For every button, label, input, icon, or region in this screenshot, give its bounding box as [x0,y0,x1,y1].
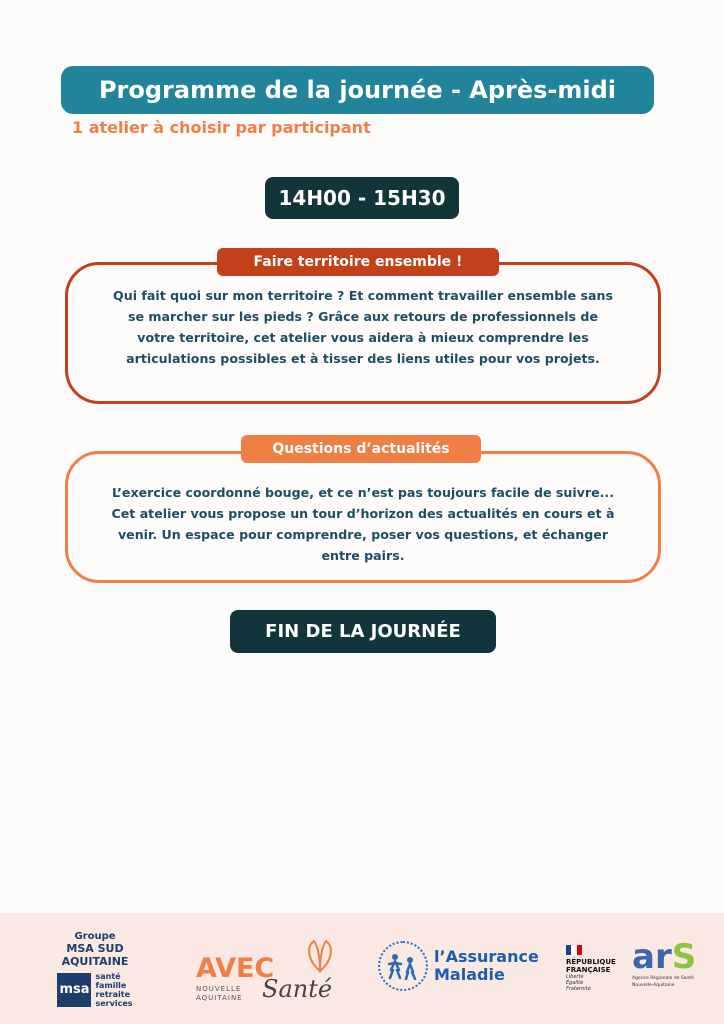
ars-logo [632,939,696,989]
end-of-day-badge: FIN DE LA JOURNÉE [230,610,496,653]
workshop-title: Faire territoire ensemble ! [217,248,499,276]
workshop-card-territoire [65,262,661,404]
assurance-maladie-logo [378,941,539,991]
msa-service: santé [95,972,121,981]
msa-logo [33,931,157,1008]
republique-francaise-logo [566,945,626,992]
workshop-title: Questions d’actualités [241,435,481,463]
msa-mark-icon: msa [57,973,91,1007]
ars-s-letter: S [671,937,697,977]
workshop-description: L’exercice coordonné bouge, et ce n’est pas toujours facile de suivre... Cet atelier vous propose un tour d’horizon des actualités en cours et à venir. Un espace pour comprendre, poser vos questions, et échanger entre pairs. [111,485,615,563]
francaise-line: FRANÇAISE [566,966,611,974]
republique-line: RÉPUBLIQUE [566,958,616,966]
time-slot-badge: 14H00 - 15H30 [265,177,459,219]
motto-line: Fraternité [566,986,591,992]
msa-name: MSA SUD AQUITAINE [61,942,129,968]
partner-logos-footer [0,913,724,1024]
msa-service: famille [95,981,127,990]
motto-line: Liberté [566,974,584,980]
msa-group-label: Groupe [74,931,116,942]
ars-region: Nouvelle-Aquitaine [632,983,675,988]
petal-icon [300,937,340,977]
workshop-card-actualites [65,451,661,583]
assurance-emblem-icon [378,941,428,991]
msa-service: retraite [95,990,131,999]
ars-tagline: Agence Régionale de Santé [632,976,694,981]
motto-line: Égalité [566,980,584,986]
avec-sante-logo [196,931,356,1011]
ars-letters: ar [632,937,672,977]
avec-word: AVEC [196,953,275,984]
page-title: Programme de la journée - Après-midi [61,66,654,114]
workshop-description: Qui fait quoi sur mon territoire ? Et comment travailler ensemble sans se marcher sur les pieds ? Grâce aux retours de professionnels de votre territoire, cet atelier vous aidera à mieux comprendre les articulations possibles et à tisser des liens utiles pour vos projets. [113,288,613,366]
french-flag-icon [566,945,582,955]
assurance-line2: Maladie [434,965,505,984]
sante-script: Santé [262,975,333,1003]
region-name: NOUVELLE AQUITAINE [196,985,243,1002]
page-subtitle: 1 atelier à choisir par participant [72,118,371,137]
msa-service: services [95,999,133,1008]
assurance-line1: l’Assurance [434,947,539,966]
